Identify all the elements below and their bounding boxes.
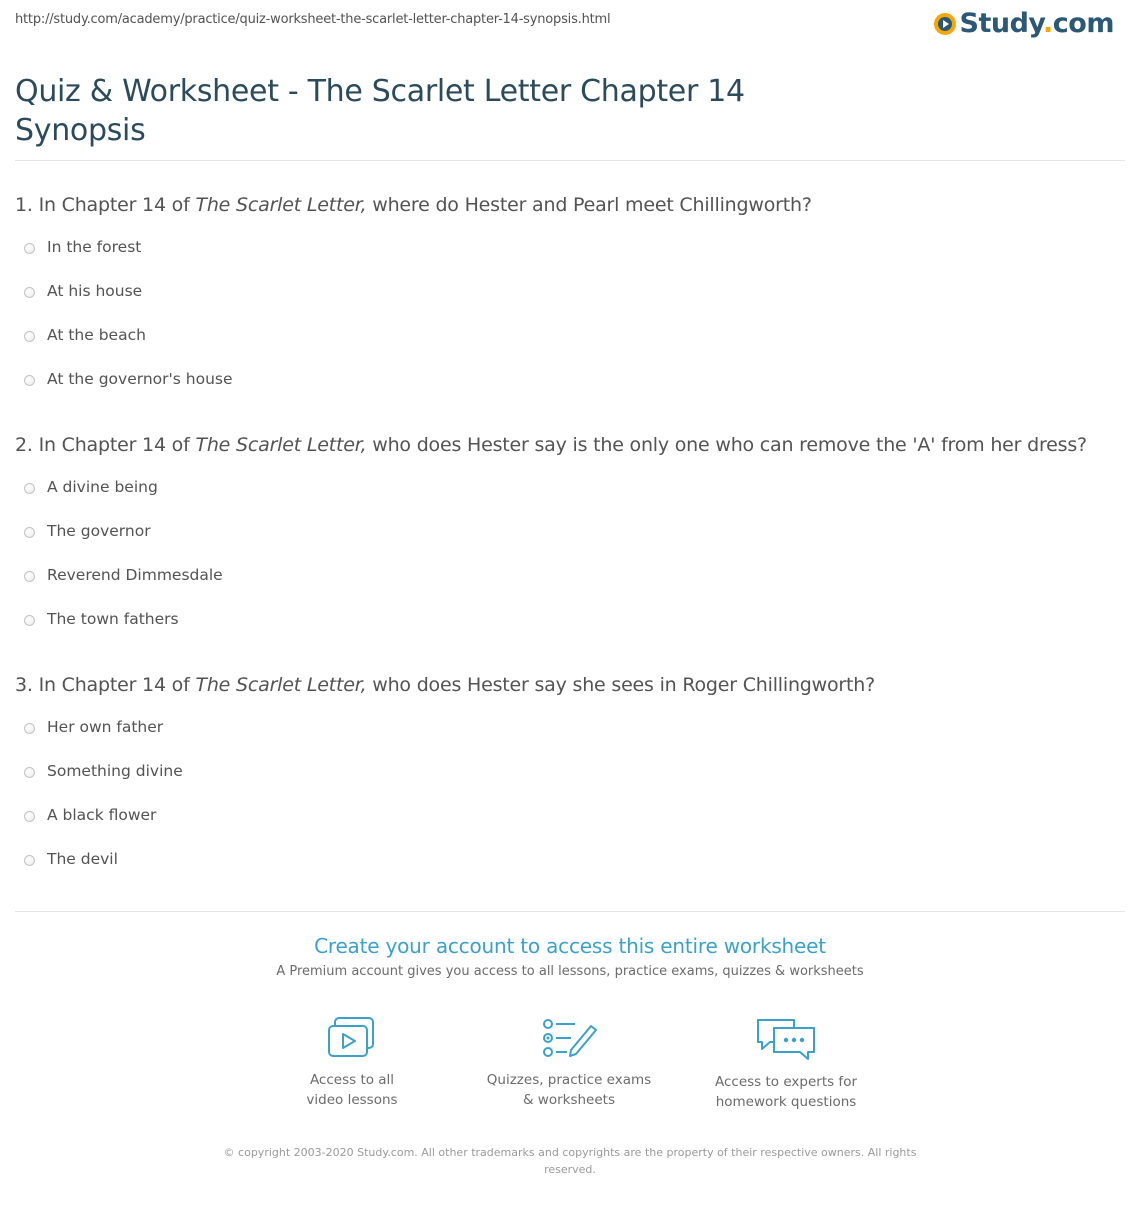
page-url: http://study.com/academy/practice/quiz-worksheet-the-scarlet-letter-chapter-14-synopsis.html (15, 12, 611, 27)
radio-button[interactable] (24, 243, 35, 254)
answer-label: The town fathers (47, 610, 179, 628)
answer-option[interactable] (24, 326, 233, 370)
question-2-book: The Scarlet Letter, (195, 434, 367, 456)
answer-option[interactable] (24, 522, 223, 566)
question-1-suffix: where do Hester and Pearl meet Chillingworth? (366, 194, 812, 216)
question-2 (15, 434, 1125, 456)
answer-option[interactable] (24, 370, 233, 414)
chat-bubbles-icon (754, 1016, 818, 1062)
radio-button[interactable] (24, 811, 35, 822)
radio-button[interactable] (24, 527, 35, 538)
question-2-prefix: 2. In Chapter 14 of (15, 434, 196, 456)
radio-button[interactable] (24, 855, 35, 866)
feature-quizzes (459, 1016, 679, 1110)
answer-option[interactable] (24, 478, 223, 522)
feature-label: Quizzes, practice exams & worksheets (486, 1072, 652, 1108)
premium-description: A Premium account gives you access to all lessons, practice exams, quizzes & worksheets (276, 964, 864, 979)
answer-option[interactable] (24, 718, 183, 762)
answer-option[interactable] (24, 762, 183, 806)
radio-button[interactable] (24, 331, 35, 342)
study-logo[interactable] (934, 8, 1115, 39)
question-3-suffix: who does Hester say she sees in Roger Chillingworth? (366, 674, 875, 696)
create-account-link[interactable]: Create your account to access this entire worksheet (314, 934, 826, 958)
answer-label: Reverend Dimmesdale (47, 566, 223, 584)
feature-label: Access to experts for homework questions (714, 1074, 857, 1110)
radio-button[interactable] (24, 287, 35, 298)
answer-label: In the forest (47, 238, 142, 256)
logo-text (960, 8, 1115, 39)
answer-option[interactable] (24, 610, 223, 654)
question-1-answers (24, 238, 233, 414)
answer-label: The governor (47, 522, 151, 540)
feature-label: Access to all video lessons (306, 1072, 398, 1108)
radio-button[interactable] (24, 615, 35, 626)
answer-label: A black flower (47, 806, 157, 824)
logo-dot: . (1043, 8, 1053, 39)
question-1-book: The Scarlet Letter, (195, 194, 367, 216)
answer-label: At the beach (47, 326, 146, 344)
quiz-checklist-icon (541, 1016, 597, 1060)
question-3-prefix: 3. In Chapter 14 of (15, 674, 196, 696)
radio-button[interactable] (24, 483, 35, 494)
question-1 (15, 194, 1125, 216)
radio-button[interactable] (24, 375, 35, 386)
logo-tld: com (1052, 8, 1114, 39)
radio-button[interactable] (24, 571, 35, 582)
title-divider (15, 160, 1125, 161)
question-3-book: The Scarlet Letter, (195, 674, 367, 696)
answer-label: The devil (47, 850, 118, 868)
feature-experts (676, 1016, 896, 1112)
answer-option[interactable] (24, 282, 233, 326)
video-lessons-icon (326, 1016, 378, 1060)
logo-name: Study (959, 8, 1044, 39)
study-logo-play-icon (934, 13, 956, 35)
answer-option[interactable] (24, 238, 233, 282)
radio-button[interactable] (24, 723, 35, 734)
question-1-prefix: 1. In Chapter 14 of (15, 194, 196, 216)
answer-label: A divine being (47, 478, 158, 496)
question-3 (15, 674, 1125, 696)
answer-option[interactable] (24, 566, 223, 610)
question-2-suffix: who does Hester say is the only one who can remove the 'A' from her dress? (366, 434, 1087, 456)
feature-video-lessons (242, 1016, 462, 1110)
answer-label: At his house (47, 282, 143, 300)
answer-label: At the governor's house (47, 370, 233, 388)
radio-button[interactable] (24, 767, 35, 778)
content-divider (15, 911, 1125, 912)
answer-option[interactable] (24, 806, 183, 850)
answer-label: Her own father (47, 718, 164, 736)
question-3-answers (24, 718, 183, 894)
copyright-notice: © copyright 2003-2020 Study.com. All other trademarks and copyrights are the property of their respective owners. All rights reserved. (223, 1146, 917, 1176)
answer-label: Something divine (47, 762, 183, 780)
answer-option[interactable] (24, 850, 183, 894)
question-2-answers (24, 478, 223, 654)
page-title: Quiz & Worksheet - The Scarlet Letter Chapter 14 Synopsis (15, 74, 745, 148)
